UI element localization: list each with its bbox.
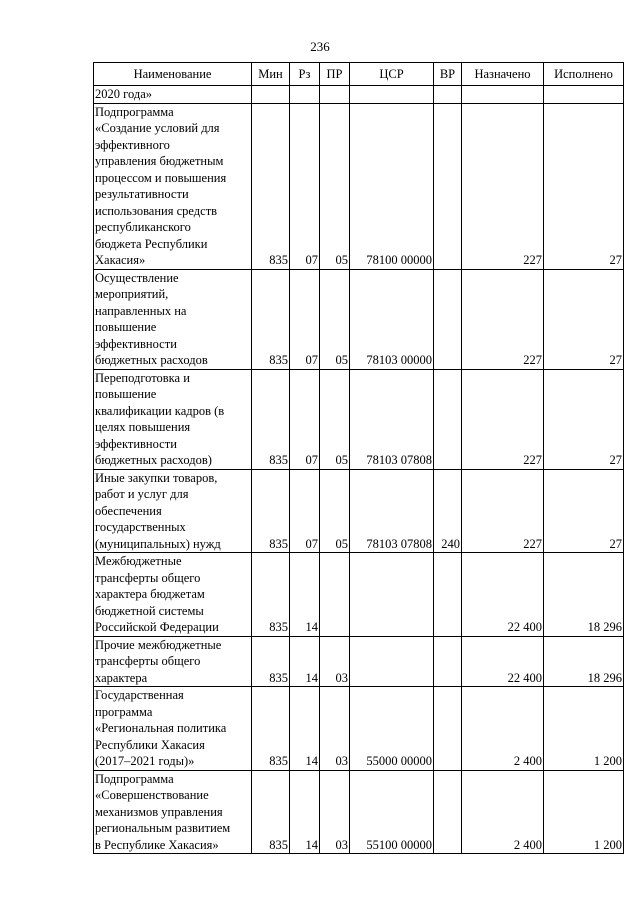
- table-row: [94, 553, 624, 637]
- row-pr: 05: [320, 103, 350, 269]
- header-csr: ЦСР: [350, 63, 434, 86]
- table-row: [94, 636, 624, 687]
- row-assigned: 227: [462, 269, 544, 369]
- row-vr: [434, 770, 462, 854]
- row-name: Государственная программа «Региональная политика Республики Хакасия (2017–2021 годы)»: [94, 687, 252, 771]
- row-rz: 07: [290, 369, 320, 469]
- row-pr: [320, 553, 350, 637]
- row-assigned: 2 400: [462, 687, 544, 771]
- header-pr: ПР: [320, 63, 350, 86]
- row-csr: 55100 00000: [350, 770, 434, 854]
- row-min: 835: [252, 369, 290, 469]
- row-name: Переподготовка и повышение квалификации кадров (в целях повышения эффективности бюджетных расходов): [94, 369, 252, 469]
- row-assigned: 2 400: [462, 770, 544, 854]
- row-assigned: 22 400: [462, 636, 544, 687]
- row-csr: [350, 553, 434, 637]
- row-pr: 05: [320, 469, 350, 553]
- header-rz: Рз: [290, 63, 320, 86]
- row-executed: 1 200: [544, 687, 624, 771]
- row-assigned: 227: [462, 369, 544, 469]
- row-pr: 05: [320, 369, 350, 469]
- row-executed: 27: [544, 103, 624, 269]
- row-assigned: 227: [462, 103, 544, 269]
- row-pr: 03: [320, 687, 350, 771]
- row-name: Подпрограмма «Совершенствование механизмов управления региональным развитием в Республике Хакасия»: [94, 770, 252, 854]
- row-vr: [434, 103, 462, 269]
- row-executed: 18 296: [544, 553, 624, 637]
- row-min: 835: [252, 636, 290, 687]
- row-name: Подпрограмма «Создание условий для эффективного управления бюджетным процессом и повышения результативности использования средств республиканского бюджета Республики Хакасия»: [94, 103, 252, 269]
- row-name: Осуществление мероприятий, направленных на повышение эффективности бюджетных расходов: [94, 269, 252, 369]
- continuation-cell: 2020 года»: [94, 86, 252, 104]
- row-pr: 05: [320, 269, 350, 369]
- row-min: 835: [252, 553, 290, 637]
- row-vr: [434, 369, 462, 469]
- row-executed: 1 200: [544, 770, 624, 854]
- row-min: 835: [252, 269, 290, 369]
- header-executed: Исполнено: [544, 63, 624, 86]
- budget-table: [93, 62, 624, 854]
- row-vr: [434, 636, 462, 687]
- table-row: [94, 369, 624, 469]
- table-row: [94, 269, 624, 369]
- table-header-row: [94, 63, 624, 86]
- row-name: Иные закупки товаров, работ и услуг для обеспечения государственных (муниципальных) нужд: [94, 469, 252, 553]
- row-rz: 14: [290, 553, 320, 637]
- row-name: Прочие межбюджетные трансферты общего характера: [94, 636, 252, 687]
- row-csr: 78103 07808: [350, 469, 434, 553]
- row-rz: 14: [290, 687, 320, 771]
- row-csr: 78103 00000: [350, 269, 434, 369]
- row-rz: 14: [290, 770, 320, 854]
- row-csr: [350, 636, 434, 687]
- row-min: 835: [252, 687, 290, 771]
- table-row: [94, 103, 624, 269]
- header-name: Наименование: [94, 63, 252, 86]
- row-min: 835: [252, 103, 290, 269]
- table-row: [94, 770, 624, 854]
- row-executed: 27: [544, 369, 624, 469]
- table-row: [94, 687, 624, 771]
- row-rz: 14: [290, 636, 320, 687]
- row-executed: 27: [544, 469, 624, 553]
- row-vr: [434, 687, 462, 771]
- page-number: 236: [310, 39, 330, 54]
- header-min: Мин: [252, 63, 290, 86]
- row-vr: 240: [434, 469, 462, 553]
- continuation-row: [94, 86, 624, 104]
- row-pr: 03: [320, 770, 350, 854]
- row-csr: 55000 00000: [350, 687, 434, 771]
- row-assigned: 227: [462, 469, 544, 553]
- row-pr: 03: [320, 636, 350, 687]
- row-vr: [434, 269, 462, 369]
- row-csr: 78103 07808: [350, 369, 434, 469]
- row-min: 835: [252, 469, 290, 553]
- row-executed: 18 296: [544, 636, 624, 687]
- header-vr: ВР: [434, 63, 462, 86]
- row-name: Межбюджетные трансферты общего характера бюджетам бюджетной системы Российской Федерации: [94, 553, 252, 637]
- row-vr: [434, 553, 462, 637]
- row-assigned: 22 400: [462, 553, 544, 637]
- row-csr: 78100 00000: [350, 103, 434, 269]
- header-assigned: Назначено: [462, 63, 544, 86]
- table-row: [94, 469, 624, 553]
- row-rz: 07: [290, 469, 320, 553]
- row-executed: 27: [544, 269, 624, 369]
- row-min: 835: [252, 770, 290, 854]
- row-rz: 07: [290, 103, 320, 269]
- row-rz: 07: [290, 269, 320, 369]
